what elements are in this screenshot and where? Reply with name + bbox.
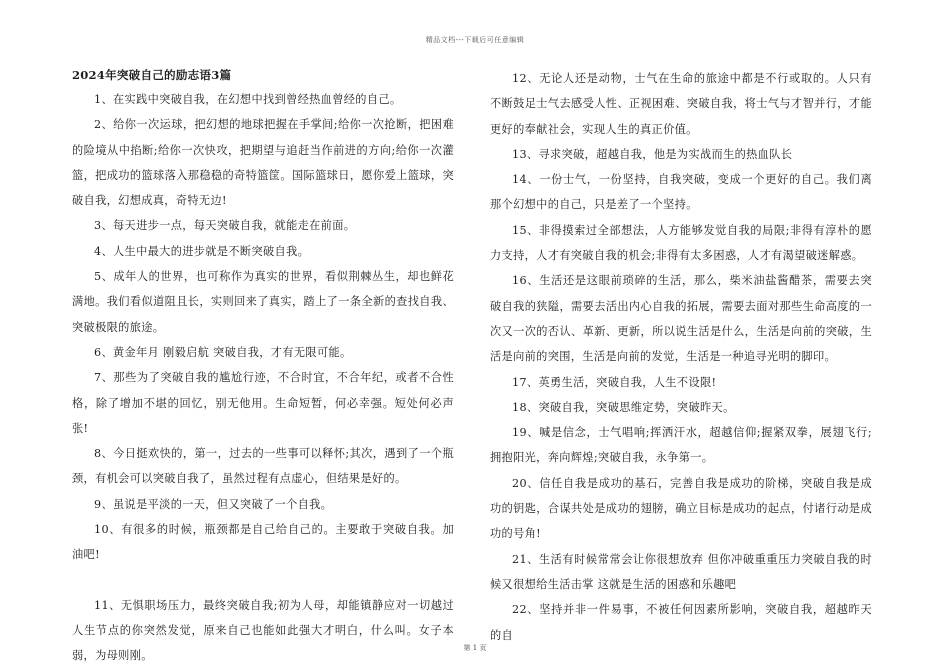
paragraph-19: 19、喊是信念，士气唱响;挥洒汗水，超越信仰;握紧双拳，展翅飞行;拥抱阳光，奔向辉煌;突破自我，永争第一。 bbox=[490, 426, 872, 465]
paragraph-1: 1、在实践中突破自我，在幻想中找到曾经热血曾经的自己。 bbox=[94, 93, 402, 106]
paragraph-20: 20、信任自我是成功的基石，完善自我是成功的阶梯，突破自我是成功的钥匙，合谋共处是成功的翅膀，确立目标是成功的起点，付诸行动是成功的号角! bbox=[490, 476, 872, 541]
paragraph-11: 11、无惧职场压力，最终突破自我;初为人母，却能镇静应对一切越过人生节点的你突然发觉，原来自己也能如此强大才明白，什么叫。女子本弱，为母则刚。 bbox=[72, 598, 454, 663]
paragraph-22: 22、坚持并非一件易事，不被任何因素所影响，突破自我，超越昨天的自 bbox=[490, 603, 872, 642]
right-column bbox=[490, 66, 872, 648]
paragraph-21: 21、生活有时候常常会让你很想放弃 但你冲破重重压力突破自我的时候又很想给生活击掌 这就是生活的困惑和乐趣吧 bbox=[490, 552, 872, 591]
paragraph-16: 16、生活还是这眼前琐碎的生活，那么，柴米油盐酱醋茶，需要去突破自我的狭隘，需要去活出内心自我的拓展，需要去面对那些生命高度的一次又一次的否认、革新、更新，所以说生活是什么，生活是向前的突破，生活是向前的突围，生活是向前的发觉，生活是一种追寻光明的脚印。 bbox=[490, 274, 872, 364]
paragraph-2: 2、给你一次运球，把幻想的地球把握在手掌间;给你一次抢断，把困难的险境从中掐断;给你一次快攻，把期望与追赶当作前进的方向;给你一次灌篮，把成功的篮球落入那稳稳的奇特篮筐。国际篮球日，愿你爱上篮球，突破自我，幻想成真，奇特无边! bbox=[72, 118, 454, 208]
paragraph-3: 3、每天进步一点，每天突破自我，就能走在前面。 bbox=[94, 219, 356, 233]
paragraph-9: 9、虽说是平淡的一天，但又突破了一个自我。 bbox=[94, 497, 333, 511]
paragraph-10: 10、有很多的时候，瓶颈都是自己给自己的。主要敢于突破自我。加油吧! bbox=[72, 523, 454, 562]
paragraph-7: 7、那些为了突破自我的尴尬行迹，不合时宜，不合年纪，或者不合性格，除了增加不堪的回忆，别无他用。生命短暂，何必幸强。短处何必声张! bbox=[72, 371, 454, 435]
paragraph-4: 4、人生中最大的进步就是不断突破自我。 bbox=[94, 244, 310, 258]
document-title: 2024年突破自己的励志语3篇 bbox=[72, 68, 232, 82]
paragraph-15: 15、非得摸索过全部想法，人方能够发觉自我的局限;非得有淳朴的愿力支持，人才有突破自我的机会;非得有太多困惑，人才有渴望破迷解惑。 bbox=[490, 223, 872, 263]
paragraph-5: 5、成年人的世界，也可称作为真实的世界，看似荆棘丛生，却也鲜花满地。我们看似道阻且长，实则回来了真实，踏上了一条全新的查找自我、突破极限的旅途。 bbox=[72, 270, 454, 334]
paragraph-14: 14、一份士气，一份坚持，自我突破，变成一个更好的自己。我们离那个幻想中的自己，只是差了一个坚持。 bbox=[490, 173, 872, 212]
paragraph-6: 6、黄金年月 刚毅启航 突破自我，才有无限可能。 bbox=[94, 345, 352, 359]
paragraph-13: 13、寻求突破，超越自我，他是为实战而生的热血队长 bbox=[512, 147, 793, 161]
paragraph-12: 12、无论人还是动物，士气在生命的旅途中都是不行或取的。人只有不断鼓足士气去感受人性、正视困难、突破自我，将士气与才智并行，才能更好的奉献社会，实现人生的真正价值。 bbox=[490, 72, 872, 136]
paragraph-8: 8、今日挺欢快的，第一，过去的一些事可以释怀;其次，遇到了一个瓶颈，有机会可以突破自我了，虽然过程有点虚心，但结果是好的。 bbox=[72, 447, 454, 486]
paragraph-18: 18、突破自我，突破思维定势，突破昨天。 bbox=[512, 400, 735, 414]
paragraph-gap bbox=[72, 568, 454, 593]
page-header-note: 精品文档---下载后可任意编辑 bbox=[425, 36, 525, 44]
left-column bbox=[72, 66, 454, 669]
page-number: 第 1 页 bbox=[463, 644, 487, 652]
paragraph-17: 17、英勇生活，突破自我，人生不设限! bbox=[512, 375, 717, 389]
